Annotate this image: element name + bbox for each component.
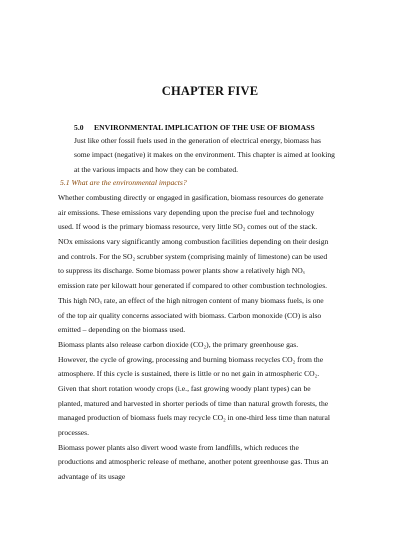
- text-line: productions and atmospheric release of methane, another potent greenhouse gas. Thus an: [58, 457, 329, 467]
- text-line: Biomass power plants also divert wood waste from landfills, which reduces the: [58, 442, 299, 452]
- text-line: at the various impacts and how they can be combated.: [74, 164, 239, 174]
- text-line: emitted – depending on the biomass used.: [58, 325, 186, 335]
- text-line: air emissions. These emissions vary depending upon the precise fuel and technology: [58, 207, 315, 217]
- text-line: Given that short rotation woody crops (i.e., fast growing woody plant types) can be: [58, 383, 311, 393]
- text-line: Just like other fossil fuels used in the generation of electrical energy, biomass has: [74, 136, 321, 145]
- chapter-title: CHAPTER FIVE: [161, 84, 259, 98]
- text-line: and controls. For the SO₂ scrubber system (comprising mainly of limestone) can be used: [58, 251, 328, 261]
- body-text: [58, 191, 376, 485]
- text-line: processes.: [58, 428, 89, 437]
- text-line: Whether combusting directly or engaged in gasification, biomass resources do generate: [58, 193, 324, 202]
- text-line: advantage of its usage: [58, 472, 126, 482]
- text-line: to suppress its discharge. Some biomass power plants show a relatively high NOₓ: [58, 266, 305, 276]
- intro-paragraph: [74, 134, 374, 177]
- text-line: emission rate per kilowatt hour generated if compared to other combustion technologies.: [58, 281, 328, 291]
- text-line: of the top air quality concerns associated with biomass. Carbon monoxide (CO) is also: [58, 310, 322, 320]
- text-line: managed production of biomass fuels may recycle CO₂ in one-third less time than natural: [58, 413, 330, 423]
- text-line: used. If wood is the primary biomass resource, very little SO₂ comes out of the stack.: [58, 222, 318, 232]
- text-line: This high NOₓ rate, an effect of the high nitrogen content of many biomass fuels, is one: [58, 295, 324, 305]
- text-line: NOx emissions vary significantly among combustion facilities depending on their design: [58, 237, 329, 247]
- section-heading: [74, 123, 315, 132]
- text-line: planted, matured and harvested in shorter periods of time than natural growth forests, the: [58, 398, 329, 408]
- subsection-heading: 5.1 What are the environmental impacts?: [60, 178, 187, 187]
- text-line: However, the cycle of growing, processing and burning biomass recycles CO₂ from the: [58, 354, 324, 364]
- text-line: atmosphere. If this cycle is sustained, there is little or no net gain in atmospheric CO₂.: [58, 369, 320, 379]
- text-line: some impact (negative) it makes on the environment. This chapter is aimed at looking: [74, 150, 335, 160]
- section-title: ENVIRONMENTAL IMPLICATION OF THE USE OF BIOMASS: [93, 123, 315, 132]
- text-line: Biomass plants also release carbon dioxide (CO₂), the primary greenhouse gas.: [58, 339, 299, 349]
- section-number: 5.0: [74, 123, 84, 132]
